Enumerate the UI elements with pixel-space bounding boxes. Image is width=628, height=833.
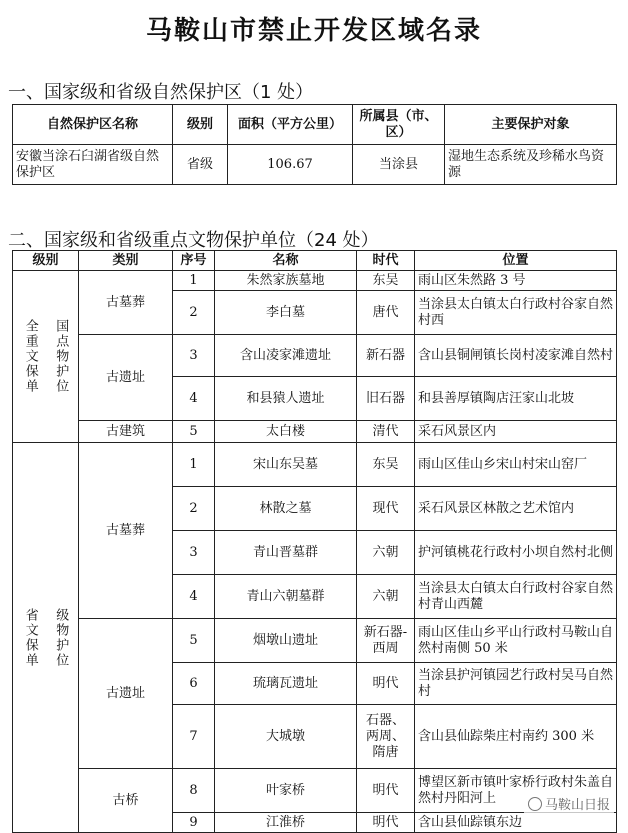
level-provincial-col1: 省文保单	[22, 607, 38, 668]
table-row	[13, 145, 617, 185]
category-buildings: 古建筑	[79, 421, 173, 443]
table-header-row	[13, 251, 617, 271]
section1-heading: 一、国家级和省级自然保护区（1 处）	[8, 82, 314, 103]
heritage-table	[12, 250, 617, 833]
page-title: 马鞍山市禁止开发区域名录	[145, 16, 482, 46]
level-national	[13, 271, 79, 443]
row-era: 明代	[357, 663, 415, 705]
category-ruins: 古遗址	[79, 619, 173, 769]
row-number: 1	[173, 271, 215, 291]
reserve-county: 当涂县	[353, 145, 445, 185]
row-name: 青山六朝墓群	[215, 575, 357, 619]
table-row	[13, 443, 617, 487]
header-location: 位置	[415, 251, 617, 271]
table-header-row	[13, 105, 617, 145]
row-name: 青山晋墓群	[215, 531, 357, 575]
header-area: 面积（平方公里）	[228, 105, 353, 145]
row-number: 6	[173, 663, 215, 705]
table-row	[13, 619, 617, 663]
row-location: 采石风景区内	[415, 421, 617, 443]
header-level: 级别	[13, 251, 79, 271]
header-era: 时代	[357, 251, 415, 271]
row-number: 7	[173, 705, 215, 769]
row-name: 烟墩山遗址	[215, 619, 357, 663]
watermark-text: 马鞍山日报	[544, 798, 610, 813]
table-row	[13, 271, 617, 291]
reserve-target: 湿地生态系统及珍稀水鸟资源	[445, 145, 617, 185]
row-era: 东吴	[357, 271, 415, 291]
row-number: 3	[173, 335, 215, 377]
row-era: 唐代	[357, 291, 415, 335]
level-national-col2: 国点物护位	[53, 319, 69, 394]
reserve-level: 省级	[173, 145, 228, 185]
row-location: 含山县仙踪镇东边	[415, 813, 617, 833]
row-number: 5	[173, 421, 215, 443]
row-location: 采石风景区林散之艺术馆内	[415, 487, 617, 531]
row-number: 4	[173, 575, 215, 619]
row-name: 大城墩	[215, 705, 357, 769]
row-name: 琉璃瓦遗址	[215, 663, 357, 705]
row-era: 明代	[357, 769, 415, 813]
table-row	[13, 335, 617, 377]
row-era: 旧石器	[357, 377, 415, 421]
row-era: 清代	[357, 421, 415, 443]
header-level: 级别	[173, 105, 228, 145]
row-name: 李白墓	[215, 291, 357, 335]
row-name: 林散之墓	[215, 487, 357, 531]
row-name: 江淮桥	[215, 813, 357, 833]
row-location: 和县善厚镇陶店汪家山北坡	[415, 377, 617, 421]
row-location: 含山县仙踪柴庄村南约 300 米	[415, 705, 617, 769]
row-number: 2	[173, 291, 215, 335]
row-era: 六朝	[357, 575, 415, 619]
row-location: 含山县铜闸镇长岗村凌家滩自然村	[415, 335, 617, 377]
reserve-name: 安徽当涂石臼湖省级自然保护区	[13, 145, 173, 185]
row-location: 雨山区佳山乡宋山村宋山窑厂	[415, 443, 617, 487]
category-tombs: 古墓葬	[79, 443, 173, 619]
table-row	[13, 421, 617, 443]
row-location: 当涂县护河镇园艺行政村吴马自然村	[415, 663, 617, 705]
row-era: 东吴	[357, 443, 415, 487]
row-number: 4	[173, 377, 215, 421]
row-number: 2	[173, 487, 215, 531]
row-location: 护河镇桃花行政村小坝自然村北侧	[415, 531, 617, 575]
header-county: 所属县（市、区）	[353, 105, 445, 145]
row-number: 8	[173, 769, 215, 813]
header-reserve-name: 自然保护区名称	[13, 105, 173, 145]
row-number: 1	[173, 443, 215, 487]
header-name: 名称	[215, 251, 357, 271]
wechat-logo-icon	[528, 797, 542, 811]
row-location: 雨山区朱然路 3 号	[415, 271, 617, 291]
row-era: 明代	[357, 813, 415, 833]
row-location: 当涂县太白镇太白行政村谷家自然村西	[415, 291, 617, 335]
row-era: 六朝	[357, 531, 415, 575]
row-name: 太白楼	[215, 421, 357, 443]
nature-reserve-table	[12, 104, 617, 185]
row-number: 9	[173, 813, 215, 833]
row-location: 当涂县太白镇太白行政村谷家自然村青山西麓	[415, 575, 617, 619]
header-category: 类别	[79, 251, 173, 271]
level-provincial	[13, 443, 79, 833]
row-name: 含山凌家滩遗址	[215, 335, 357, 377]
row-name: 宋山东吴墓	[215, 443, 357, 487]
watermark	[524, 793, 614, 814]
row-location: 雨山区佳山乡平山行政村马鞍山自然村南侧 50 米	[415, 619, 617, 663]
row-name: 叶家桥	[215, 769, 357, 813]
section2-heading: 二、国家级和省级重点文物保护单位（24 处）	[8, 230, 379, 251]
row-era: 现代	[357, 487, 415, 531]
row-era: 新石器	[357, 335, 415, 377]
row-era: 石器、两周、隋唐	[357, 705, 415, 769]
level-provincial-col2: 级物护位	[53, 607, 69, 668]
category-ruins: 古遗址	[79, 335, 173, 421]
row-number: 3	[173, 531, 215, 575]
row-era: 新石器-西周	[357, 619, 415, 663]
level-national-col1: 全重文保单	[22, 319, 38, 394]
header-number: 序号	[173, 251, 215, 271]
row-number: 5	[173, 619, 215, 663]
header-protection-target: 主要保护对象	[445, 105, 617, 145]
row-location: 博望区新市镇叶家桥行政村朱盖自然村丹阳河上	[415, 769, 617, 813]
category-bridges: 古桥	[79, 769, 173, 833]
category-tombs: 古墓葬	[79, 271, 173, 335]
row-name: 朱然家族墓地	[215, 271, 357, 291]
row-name: 和县猿人遗址	[215, 377, 357, 421]
reserve-area: 106.67	[228, 145, 353, 185]
